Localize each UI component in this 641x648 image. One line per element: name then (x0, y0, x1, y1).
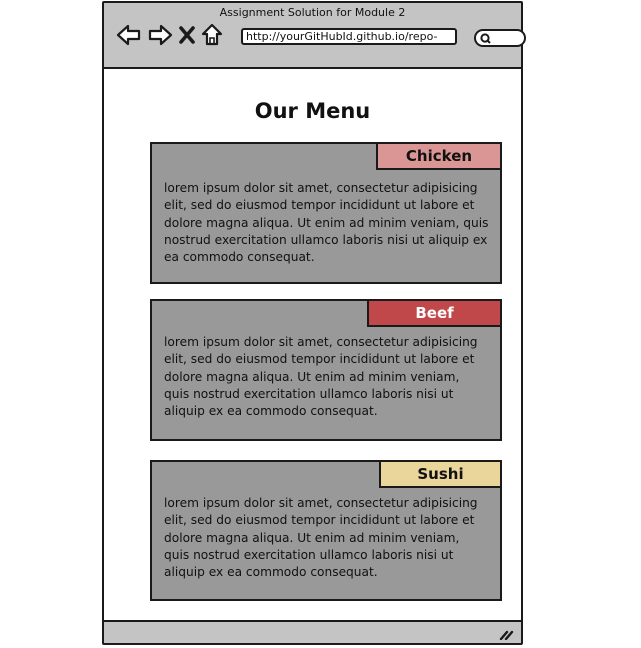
section-body: lorem ipsum dolor sit amet, consectetur adipisicing elit, sed do eiusmod tempor incididunt ut labore et dolore magna aliqua. Ut enim ad minim veniam, quis nostrud exercitation ullamco laboris nisi ut aliquip ex ea commodo consequat. (164, 496, 478, 580)
window-title: Assignment Solution for Module 2 (219, 6, 406, 19)
search-field[interactable] (474, 29, 526, 47)
menu-section-chicken (150, 142, 502, 284)
close-x-icon[interactable] (178, 23, 196, 47)
section-body: lorem ipsum dolor sit amet, consectetur adipisicing elit, sed do eiusmod tempor incididunt ut labore et dolore magna aliqua. Ut enim ad minim veniam, quis nostrud exercitation ullamco laboris nisi ut aliquip ex ea commodo consequat. (164, 335, 478, 419)
forward-arrow-icon[interactable] (147, 23, 173, 47)
url-bar[interactable]: http://yourGitHubId.github.io/repo- (241, 28, 457, 45)
browser-window (102, 1, 523, 645)
page-content (104, 69, 521, 621)
section-body: lorem ipsum dolor sit amet, consectetur adipisicing elit, sed do eiusmod tempor incididunt ut labore et dolore magna aliqua. Ut enim ad minim veniam, quis nostrud exercitation ullamco laboris nisi ut aliquip ex ea commodo consequat. (164, 181, 489, 265)
section-label-sushi: Sushi (379, 460, 502, 488)
resize-grip-icon[interactable] (499, 628, 515, 640)
section-label-chicken: Chicken (376, 142, 502, 170)
nav-buttons (116, 23, 228, 47)
home-icon[interactable] (201, 23, 223, 47)
menu-section-sushi (150, 460, 502, 601)
browser-toolbar (104, 3, 521, 69)
menu-section-beef (150, 299, 502, 441)
section-label-beef: Beef (367, 299, 502, 327)
back-arrow-icon[interactable] (116, 23, 142, 47)
search-icon (479, 32, 493, 46)
page-title: Our Menu (254, 99, 371, 123)
status-bar (104, 620, 521, 643)
